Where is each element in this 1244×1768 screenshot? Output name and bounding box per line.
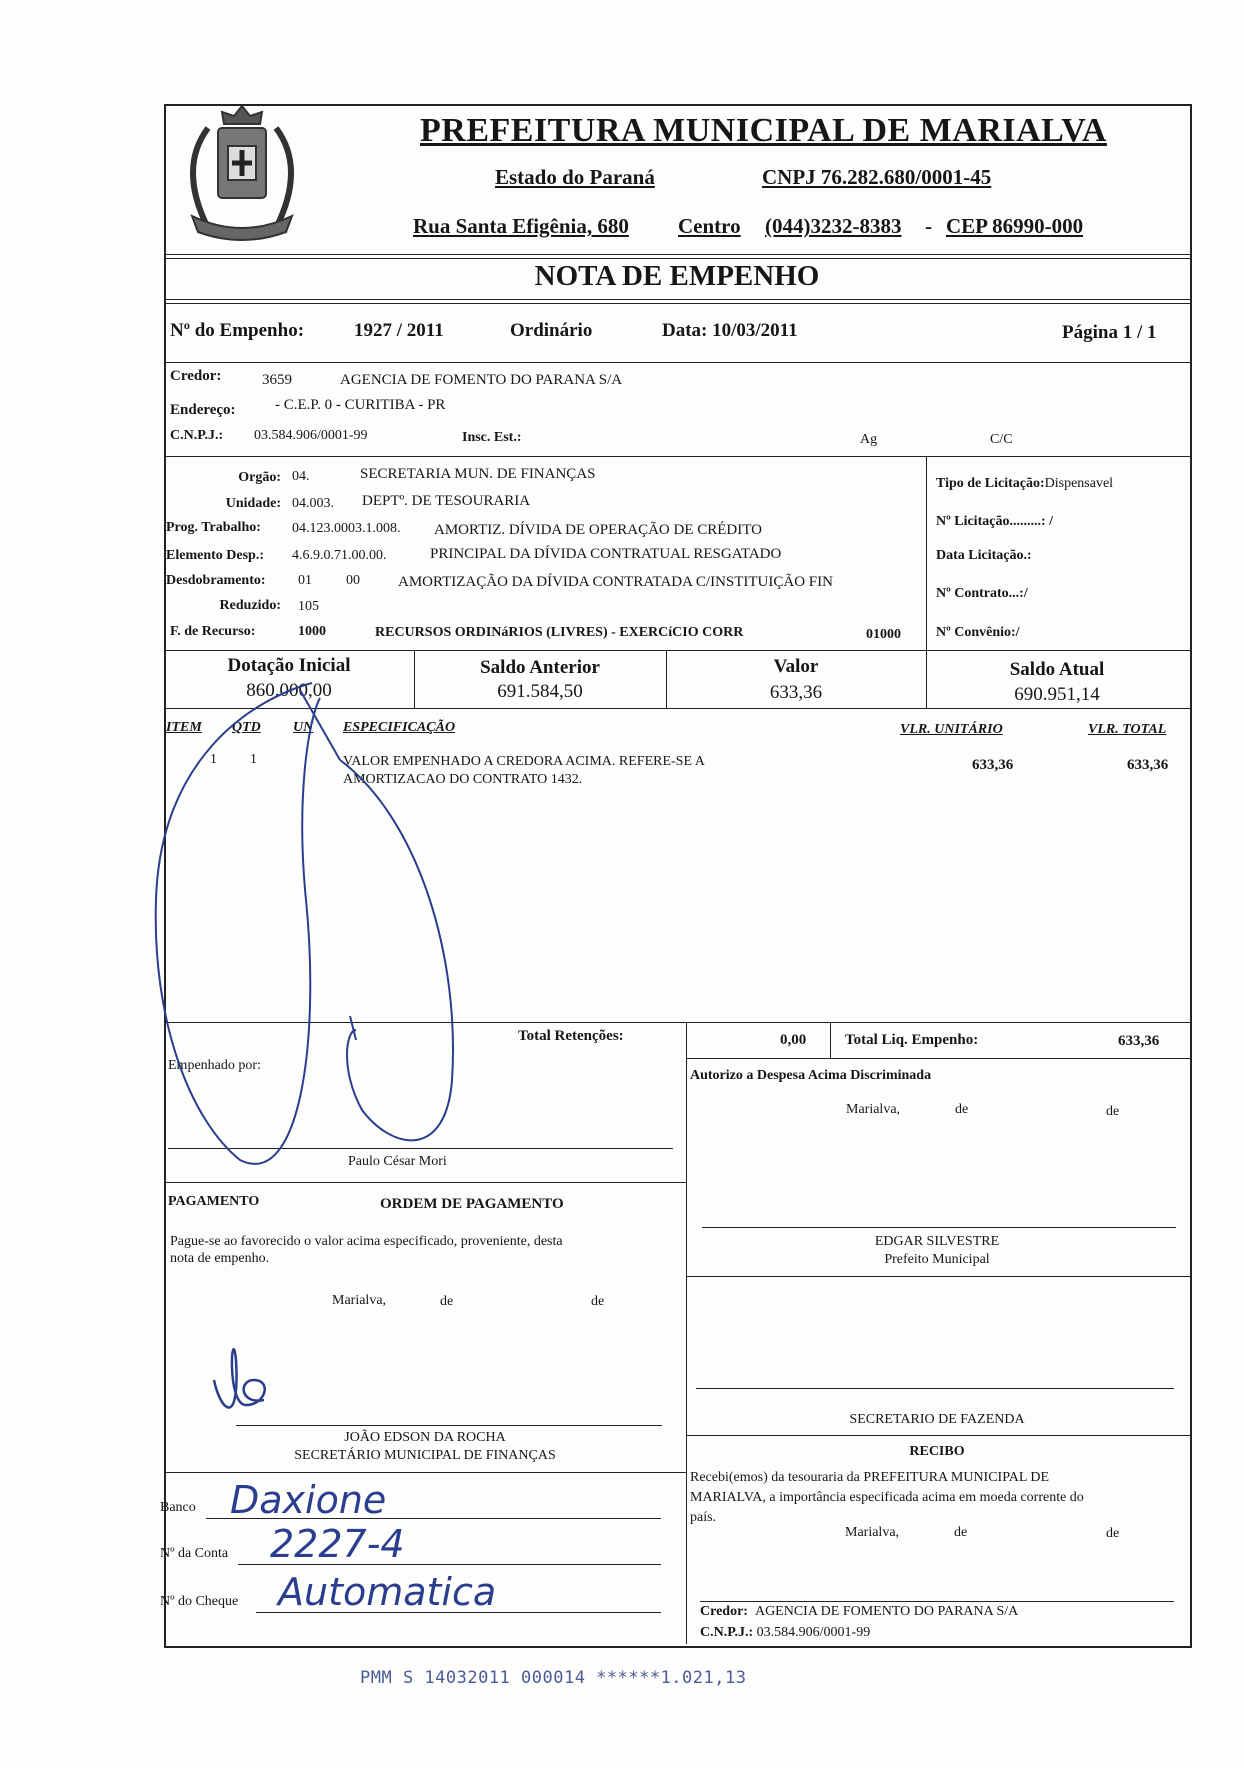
- item-unit-value: 633,36: [972, 757, 1014, 773]
- orgao-name: SECRETARIA MUN. DE FINANÇAS: [360, 466, 596, 482]
- state-label: Estado do Paraná: [495, 165, 655, 189]
- fonte-recurso-code: 1000: [298, 624, 326, 639]
- prefeito-role: Prefeito Municipal: [884, 1252, 990, 1267]
- banco-handwritten: Daxione: [230, 1478, 387, 1522]
- secretario-fazenda-label: SECRETARIO DE FAZENDA: [849, 1412, 1025, 1427]
- col-header-unit-value: VLR. UNITÁRIO: [900, 722, 1003, 737]
- reduzido-label: Reduzido:: [219, 598, 281, 613]
- autorizo-label: Autorizo a Despesa Acima Discriminada: [690, 1068, 932, 1083]
- fonte-recurso-num: 01000: [866, 627, 901, 642]
- cheque-handwritten: Automatica: [278, 1570, 497, 1614]
- empenhado-por-label: Empenhado por:: [168, 1058, 261, 1073]
- address-label: Rua Santa Efigênia, 680: [413, 214, 629, 238]
- cnpj-label-credor: C.N.P.J.:: [170, 428, 224, 443]
- credor-label: Credor:: [170, 368, 222, 384]
- num-licitacao: Nº Licitação.........: /: [936, 514, 1053, 529]
- dotacao-inicial-value: 860.000,00: [246, 680, 332, 701]
- col-header-item: ITEM: [166, 720, 202, 735]
- elemento-name: PRINCIPAL DA DÍVIDA CONTRATUAL RESGATADO: [430, 546, 782, 562]
- item-spec-line2: AMORTIZACAO DO CONTRATO 1432.: [343, 772, 583, 787]
- secretario-financas-name: JOÃO EDSON DA ROCHA: [344, 1430, 506, 1445]
- saldo-atual-value: 690.951,14: [1014, 684, 1100, 705]
- agencia-label: Ag: [860, 432, 878, 447]
- recibo-credor-label: Credor:: [700, 1604, 748, 1619]
- stamp-code: PMM S 14032011 000014 ******1.021,13: [360, 1668, 747, 1688]
- recibo-cnpj-label: C.N.P.J.:: [700, 1625, 754, 1640]
- total-liquido-value: 633,36: [1118, 1033, 1160, 1049]
- tipo-licitacao-label: Tipo de Licitação:: [936, 476, 1045, 491]
- col-header-qtd: QTD: [232, 720, 261, 735]
- desdobramento-label: Desdobramento:: [166, 573, 266, 588]
- saldo-anterior-value: 691.584,50: [497, 681, 583, 702]
- insc-est-label: Insc. Est.:: [462, 430, 522, 445]
- autorizo-city: Marialva,: [846, 1102, 901, 1117]
- valor-value: 633,36: [769, 682, 823, 703]
- tipo-licitacao-value: Dispensavel: [1044, 476, 1114, 491]
- data-licitacao: Data Licitação.:: [936, 548, 1032, 563]
- pagamento-city: Marialva,: [332, 1293, 387, 1308]
- pagamento-de-2: de: [591, 1294, 605, 1309]
- prog-trabalho-code: 04.123.0003.1.008.: [292, 521, 401, 536]
- autorizo-de-1: de: [955, 1102, 969, 1117]
- recibo-credor-value: AGENCIA DE FOMENTO DO PARANA S/A: [754, 1604, 1019, 1619]
- credor-code: 3659: [262, 372, 292, 388]
- recibo-text-line1: Recebi(emos) da tesouraria da PREFEITURA MUNICIPAL DE: [690, 1470, 1050, 1485]
- autorizo-de-2: de: [1106, 1104, 1120, 1119]
- valor-label: Valor: [773, 656, 819, 677]
- col-header-total-value: VLR. TOTAL: [1088, 722, 1167, 737]
- saldo-anterior-label: Saldo Anterior: [480, 657, 600, 678]
- prog-trabalho-name: AMORTIZ. DÍVIDA DE OPERAÇÃO DE CRÉDITO: [434, 522, 762, 538]
- empenho-date: Data: 10/03/2011: [662, 320, 798, 341]
- recibo-title: RECIBO: [909, 1444, 965, 1459]
- district-label: Centro: [678, 214, 741, 238]
- conta-label: Nº da Conta: [160, 1546, 229, 1561]
- prog-trabalho-label: Prog. Trabalho:: [166, 520, 261, 535]
- empenho-type: Ordinário: [510, 320, 593, 341]
- endereco-label: Endereço:: [170, 402, 236, 418]
- banco-label: Banco: [160, 1500, 196, 1515]
- cep-label: CEP 86990-000: [946, 214, 1084, 238]
- total-retencoes-value: 0,00: [780, 1032, 807, 1048]
- ordem-pagamento-label: ORDEM DE PAGAMENTO: [380, 1196, 564, 1212]
- empenhado-por-name: Paulo César Mori: [348, 1154, 447, 1169]
- num-convenio: Nº Convênio:/: [936, 625, 1020, 640]
- credor-name: AGENCIA DE FOMENTO DO PARANA S/A: [340, 372, 623, 388]
- recibo-text-line2: MARIALVA, a importância especificada acima em moeda corrente do: [690, 1490, 1084, 1505]
- fonte-recurso-label: F. de Recurso:: [170, 624, 256, 639]
- recibo-text-line3: país.: [690, 1510, 717, 1525]
- prefeito-name: EDGAR SILVESTRE: [874, 1234, 1000, 1249]
- dotacao-inicial-label: Dotação Inicial: [227, 655, 351, 676]
- conta-corrente-label: C/C: [990, 432, 1013, 447]
- desdobramento-a: 01: [298, 573, 312, 588]
- cheque-label: Nº do Cheque: [160, 1594, 239, 1609]
- conta-handwritten: 2227-4: [270, 1522, 405, 1566]
- item-qtd: 1: [250, 752, 257, 767]
- desdobramento-name: AMORTIZAÇÃO DA DÍVIDA CONTRATADA C/INSTITUIÇÃO FIN: [398, 574, 833, 590]
- empenho-number: 1927 / 2011: [354, 320, 444, 341]
- empenho-number-label: Nº do Empenho:: [170, 320, 305, 341]
- unidade-name: DEPTº. DE TESOURARIA: [362, 493, 531, 509]
- pagamento-label: PAGAMENTO: [168, 1194, 260, 1209]
- header-separator: -: [925, 214, 932, 238]
- unidade-code: 04.003.: [292, 496, 334, 511]
- document-type-title: NOTA DE EMPENHO: [534, 260, 820, 292]
- page-number: Página 1 / 1: [1062, 322, 1157, 343]
- recibo-cnpj-value: 03.584.906/0001-99: [756, 1625, 871, 1640]
- num-contrato: Nº Contrato...:/: [936, 586, 1028, 601]
- item-spec-line1: VALOR EMPENHADO A CREDORA ACIMA. REFERE-SE A: [343, 754, 705, 769]
- item-total-value: 633,36: [1127, 757, 1169, 773]
- pagamento-text-line1: Pague-se ao favorecido o valor acima especificado, proveniente, desta: [170, 1234, 563, 1249]
- fonte-recurso-name: RECURSOS ORDINáRIOS (LIVRES) - EXERCíCIO CORR: [375, 625, 744, 640]
- orgao-code: 04.: [292, 469, 310, 484]
- recibo-de-1: de: [954, 1525, 968, 1540]
- phone-label: (044)3232-8383: [765, 214, 902, 238]
- pagamento-de-1: de: [440, 1294, 454, 1309]
- total-liquido-label: Total Liq. Empenho:: [845, 1032, 979, 1048]
- recibo-de-2: de: [1106, 1526, 1120, 1541]
- cnpj-label: CNPJ 76.282.680/0001-45: [762, 165, 992, 189]
- total-retencoes-label: Total Retenções:: [518, 1028, 624, 1044]
- recibo-city: Marialva,: [845, 1525, 900, 1540]
- col-header-un: UN: [293, 720, 314, 735]
- saldo-atual-label: Saldo Atual: [1009, 659, 1105, 680]
- desdobramento-b: 00: [346, 573, 360, 588]
- cnpj-value-credor: 03.584.906/0001-99: [254, 428, 368, 443]
- col-header-spec: ESPECIFICAÇÃO: [343, 720, 456, 735]
- page-title: PREFEITURA MUNICIPAL DE MARIALVA: [420, 112, 1107, 149]
- reduzido-value: 105: [298, 599, 319, 614]
- orgao-label: Orgão:: [238, 470, 281, 485]
- elemento-code: 4.6.9.0.71.00.00.: [292, 548, 387, 563]
- elemento-label: Elemento Desp.:: [166, 548, 264, 563]
- unidade-label: Unidade:: [225, 496, 281, 511]
- item-number: 1: [210, 752, 217, 767]
- pagamento-text-line2: nota de empenho.: [170, 1251, 270, 1266]
- secretario-financas-role: SECRETÁRIO MUNICIPAL DE FINANÇAS: [294, 1448, 556, 1463]
- endereco-value: - C.E.P. 0 - CURITIBA - PR: [275, 397, 446, 413]
